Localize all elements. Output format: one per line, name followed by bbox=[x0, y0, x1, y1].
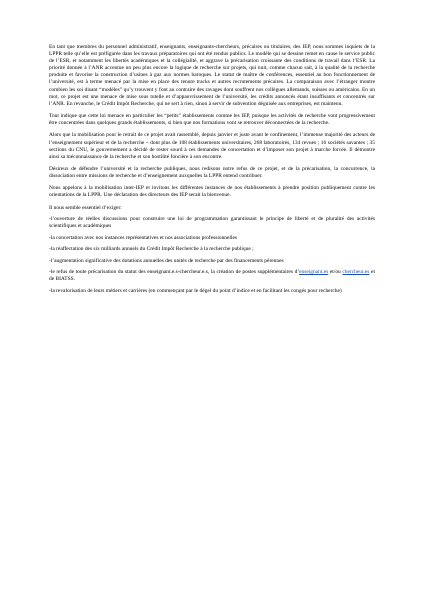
precarity-text-after: et de BIATSS. bbox=[49, 269, 375, 283]
chercheurs-link[interactable]: chercheur.es bbox=[342, 269, 370, 276]
demand-item-cir: -la réaffectation des six milliards annuels du Crédit Impôt Recherche à la recherche publique ; bbox=[49, 246, 254, 253]
intro-paragraph: En tant que membres du personnel administratif, enseignants, enseignants-chercheurs, précaires ou titulaires, des IEP, nous sommes inquiets de la LPPR telle qu’elle est préfigurée dans les travaux préparatoires qui ont été rendus publics. Le modèle qui se dessine remet en cause le service public de l’ESR, et notamment les libertés académiques et la collégialité, et aggrave la précarisation croissante des conditions de travail dans l’ESR. La priorité donnée à l’ANR accentue un peu plus encore la logique de recherche sur projets, qui nuit, comme chacun sait, à la qualité de la recherche produite et favorise la construction d’usines à gaz aux normes baroques. Le statut de maître de conférences, essentiel au bon fonctionnement de l’université, est à terme menacé par la mise en place des tenure tracks et autres recrutements précaires. La comparaison avec l’étranger montre combien les soi disant “modèles” qu’y trouvent y font au contraire des ravages dont souffrent nos collègues allemands, suisses ou américains. En un mot, ce projet est une menace de mise sous tutelle et d’appauvrissement de l’université, les crédits annoncés étant insuffisants et concentrés sur l’ANR. En revanche, le Crédit Impôt Recherche, qui ne sert à rien, sinon à servir de subvention déguisée aux entreprises, est maintenu. bbox=[49, 44, 375, 107]
document-body bbox=[49, 44, 375, 299]
demands-intro: Il nous semble essentiel d’exiger: bbox=[49, 204, 122, 211]
mobilisation-paragraph: Alors que la mobilisation pour le retrait de ce projet avait rassemblé, depuis janvier et juste avant le confinement, l’immense majorité des acteurs de l’enseignement supérieur et de la recherche – dont plus de 108 établissements universitaires, 268 laboratoires, 134 revues ; 16 sociétés savantes ; 35 sections du CNU, le gouvernement a décidé de rester sourd à ces demandes de concertation et d’imposer son projet à marche forcée. Il démontre ainsi sa méconnaissance de la recherche et son hostilité foncière à son encontre. bbox=[49, 132, 375, 160]
demand-item-precarity bbox=[49, 269, 375, 283]
demand-item-funding: -l’augmentation significative des dotations annuelles des unités de recherche par des financements pérennes bbox=[49, 257, 284, 264]
enseignants-link[interactable]: enseignant.es bbox=[299, 269, 329, 276]
demand-item-concertation: -la concertation avec nos instances représentatives et nos associations professionnelles bbox=[49, 234, 237, 241]
small-institutions-paragraph: Tout indique que cette loi menace en particulier les “petits” établissements comme les IEP, puisque les activités de recherche vont progressivement être concentrées dans quelques grands établissements, si bien que nos formations vont se retrouver déconnectées de la recherche. bbox=[49, 113, 375, 127]
demand-item-discussions: -l’ouverture de réelles discussions pour construire une loi de programmation garantissant le principe de liberté et de pluralité des activités scientifiques et académiques bbox=[49, 216, 375, 230]
precarity-text-before: -le refus de toute précarisation du statut des enseignant.e.s-chercheur.e.s, la création de postes supplémentaires d’ bbox=[49, 269, 300, 276]
call-paragraph: Nous appelons à la mobilisation inter-IEP et invitons les différentes instances de nos établissements à prendre position publiquement contre les orientations de la LPPR. Une déclaration des directeurs des IEP serait la bienvenue. bbox=[49, 185, 375, 199]
demand-item-careers: -la revalorisation de leurs métiers et carrières (en commençant par le dégel du point d’indice et en facilitant les congés pour recherche) bbox=[49, 287, 342, 294]
refusal-paragraph: Désireux de défendre l’université et la recherche publiques, nous redisons notre refus de ce projet, et de la précarisation, la concurrence, la dissociation entre missions de recherche et d’enseignement auxquelles la LPPR entend contribuer. bbox=[49, 165, 375, 180]
precarity-text-middle: et/ou bbox=[328, 269, 343, 276]
